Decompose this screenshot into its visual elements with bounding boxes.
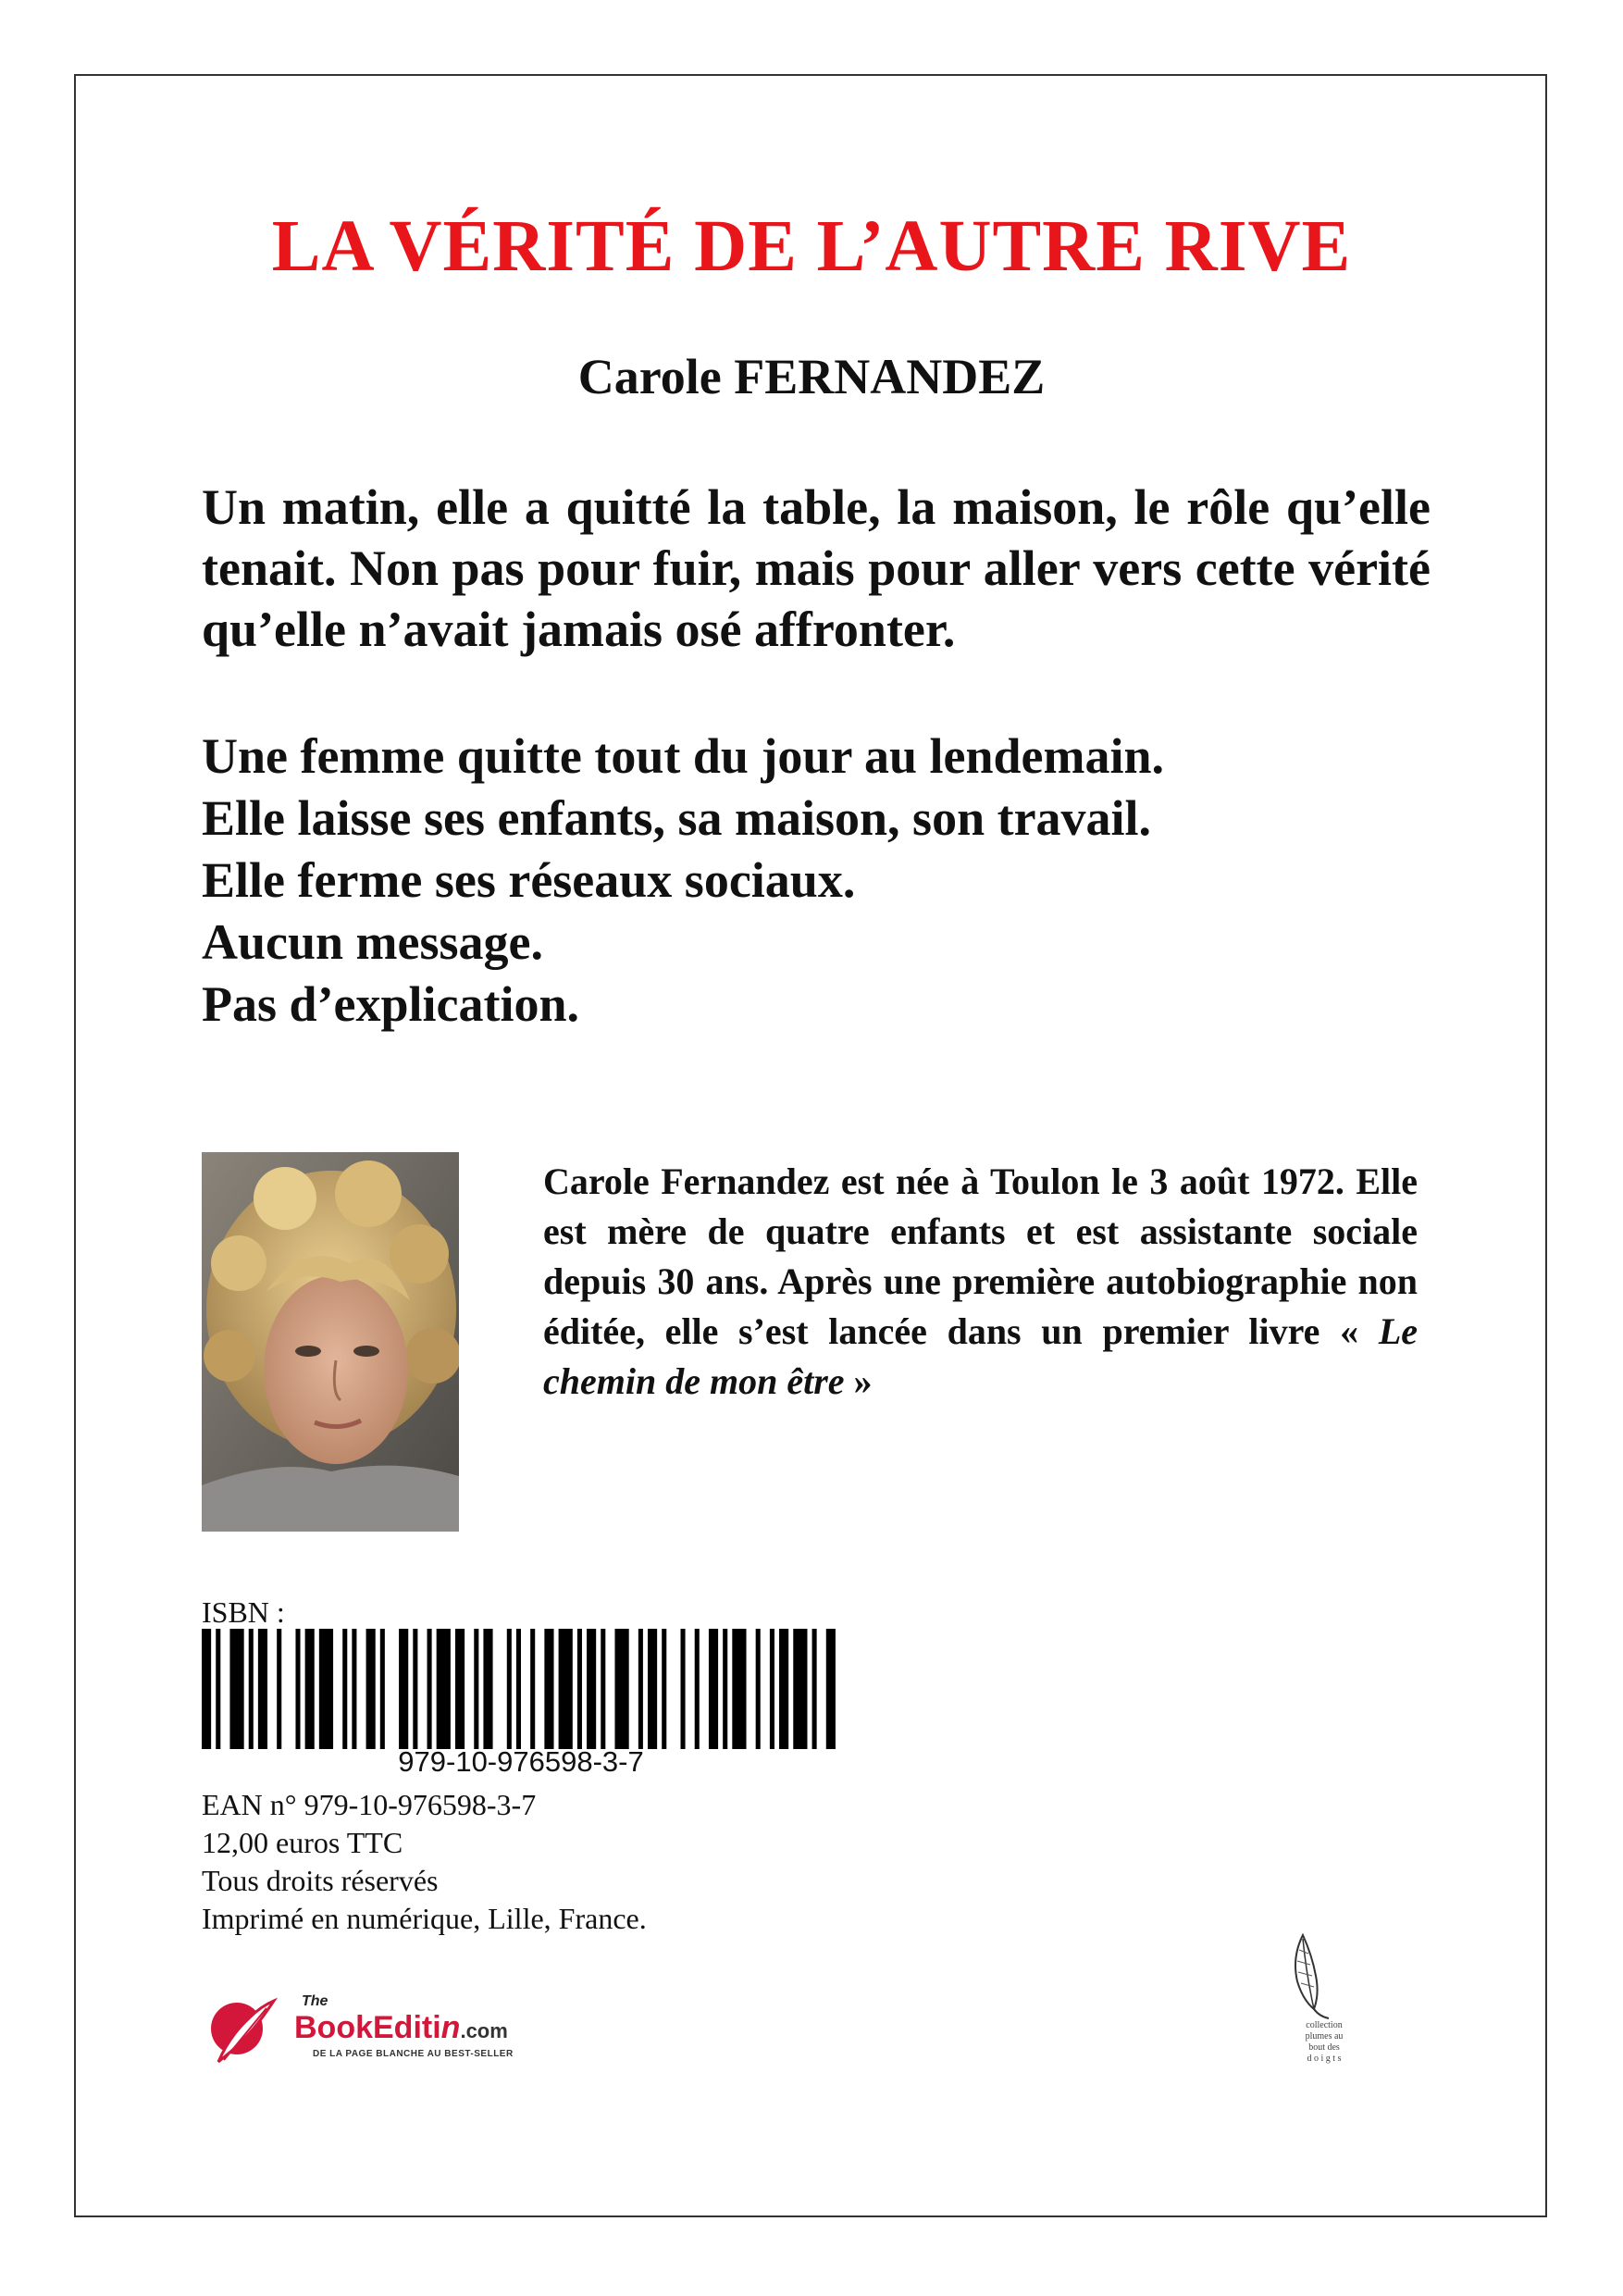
author-name: Carole FERNANDEZ — [577, 349, 1046, 404]
barcode-bar — [229, 1629, 243, 1749]
teaser-line: Pas d’explication. — [202, 976, 580, 1032]
logo-name-a: BookEditi — [294, 2010, 441, 2045]
barcode-bar — [202, 1629, 211, 1749]
bookedition-logo — [202, 1980, 553, 2073]
isbn-label: ISBN : — [202, 1595, 285, 1629]
barcode-bar — [455, 1629, 465, 1749]
barcode-bar — [483, 1629, 492, 1749]
barcode-bar — [399, 1629, 408, 1749]
barcode-bar — [295, 1629, 300, 1749]
barcode-bar — [756, 1629, 761, 1749]
collection-line: plumes au — [1305, 2031, 1344, 2042]
publication-info — [202, 1786, 647, 1938]
barcode-bar — [723, 1629, 727, 1749]
collection-line: bout des — [1308, 2042, 1340, 2053]
collection-logo — [1255, 1930, 1394, 2068]
barcode-bar — [732, 1629, 746, 1749]
collection-text — [1255, 2020, 1394, 2065]
teaser-line: Elle laisse ses enfants, sa maison, son travail. — [202, 790, 1152, 846]
book-title: LA VÉRITÉ DE L’AUTRE RIVE — [271, 206, 1352, 287]
logo-name — [294, 2010, 508, 2046]
barcode-bar — [662, 1629, 666, 1749]
barcode — [202, 1629, 840, 1749]
barcode-bar — [516, 1629, 521, 1749]
teaser-lines — [202, 726, 1431, 1036]
barcode-bar — [427, 1629, 432, 1749]
barcode-bar — [614, 1629, 628, 1749]
logo-dotcom: .com — [460, 2019, 508, 2042]
barcode-bar — [544, 1629, 553, 1749]
barcode-number: 979-10-976598-3-7 — [398, 1745, 644, 1778]
barcode-bar — [695, 1629, 700, 1749]
barcode-bar — [779, 1629, 788, 1749]
barcode-bar — [793, 1629, 807, 1749]
barcode-bar — [277, 1629, 281, 1749]
teaser-line: Elle ferme ses réseaux sociaux. — [202, 852, 856, 908]
barcode-bar — [826, 1629, 836, 1749]
barcode-bar — [577, 1629, 582, 1749]
barcode-bar — [366, 1629, 376, 1749]
barcode-bar — [319, 1629, 333, 1749]
barcode-bar — [601, 1629, 605, 1749]
barcode-bar — [812, 1629, 817, 1749]
barcode-bar — [380, 1629, 385, 1749]
collection-line: collection — [1306, 2020, 1343, 2030]
barcode-bar — [216, 1629, 220, 1749]
barcode-bar — [352, 1629, 356, 1749]
barcode-bar — [258, 1629, 267, 1749]
barcode-bar — [681, 1629, 686, 1749]
barcode-bar — [530, 1629, 535, 1749]
barcode-bar — [342, 1629, 347, 1749]
author-portrait-illustration — [202, 1152, 459, 1532]
printing-info: Imprimé en numérique, Lille, France. — [202, 1902, 647, 1935]
barcode-bar — [648, 1629, 657, 1749]
barcode-bar — [474, 1629, 478, 1749]
barcode-bar — [437, 1629, 451, 1749]
logo-name-b: n — [440, 2010, 461, 2045]
rights-notice: Tous droits réservés — [202, 1864, 439, 1897]
barcode-bar — [249, 1629, 254, 1749]
teaser-line: Aucun message. — [202, 914, 544, 970]
barcode-bar — [587, 1629, 596, 1749]
bio-text-end: » — [844, 1360, 873, 1402]
barcode-bar — [305, 1629, 315, 1749]
author-bio — [543, 1157, 1418, 1407]
barcode-bar — [559, 1629, 573, 1749]
previous-book-title: Le chemin de mon être — [543, 1310, 1418, 1402]
barcode-bar — [413, 1629, 417, 1749]
collection-line: d o i g t s — [1307, 2054, 1342, 2064]
author-photo — [202, 1152, 459, 1532]
blurb-paragraph: Un matin, elle a quitté la table, la maison, le rôle qu’elle tenait. Non pas pour fuir, mais pour aller vers cette vérité qu’elle n’avait jamais osé affronter. — [202, 479, 1431, 657]
logo-the: The — [302, 1993, 328, 2009]
teaser-line: Une femme quitte tout du jour au lendemain. — [202, 728, 1165, 784]
barcode-bar — [709, 1629, 718, 1749]
bio-text: Carole Fernandez est née à Toulon le 3 août 1972. Elle est mère de quatre enfants et est assistante sociale depuis 30 ans. Après une première autobiographie non éditée, elle s’est lancée dans un premier livre « — [543, 1160, 1418, 1352]
ean-number: EAN n° 979-10-976598-3-7 — [202, 1788, 537, 1821]
barcode-bar — [770, 1629, 774, 1749]
logo-tagline: DE LA PAGE BLANCHE AU BEST-SELLER — [313, 2049, 514, 2059]
barcode-bar — [507, 1629, 512, 1749]
barcode-bar — [638, 1629, 643, 1749]
price: 12,00 euros TTC — [202, 1826, 403, 1859]
